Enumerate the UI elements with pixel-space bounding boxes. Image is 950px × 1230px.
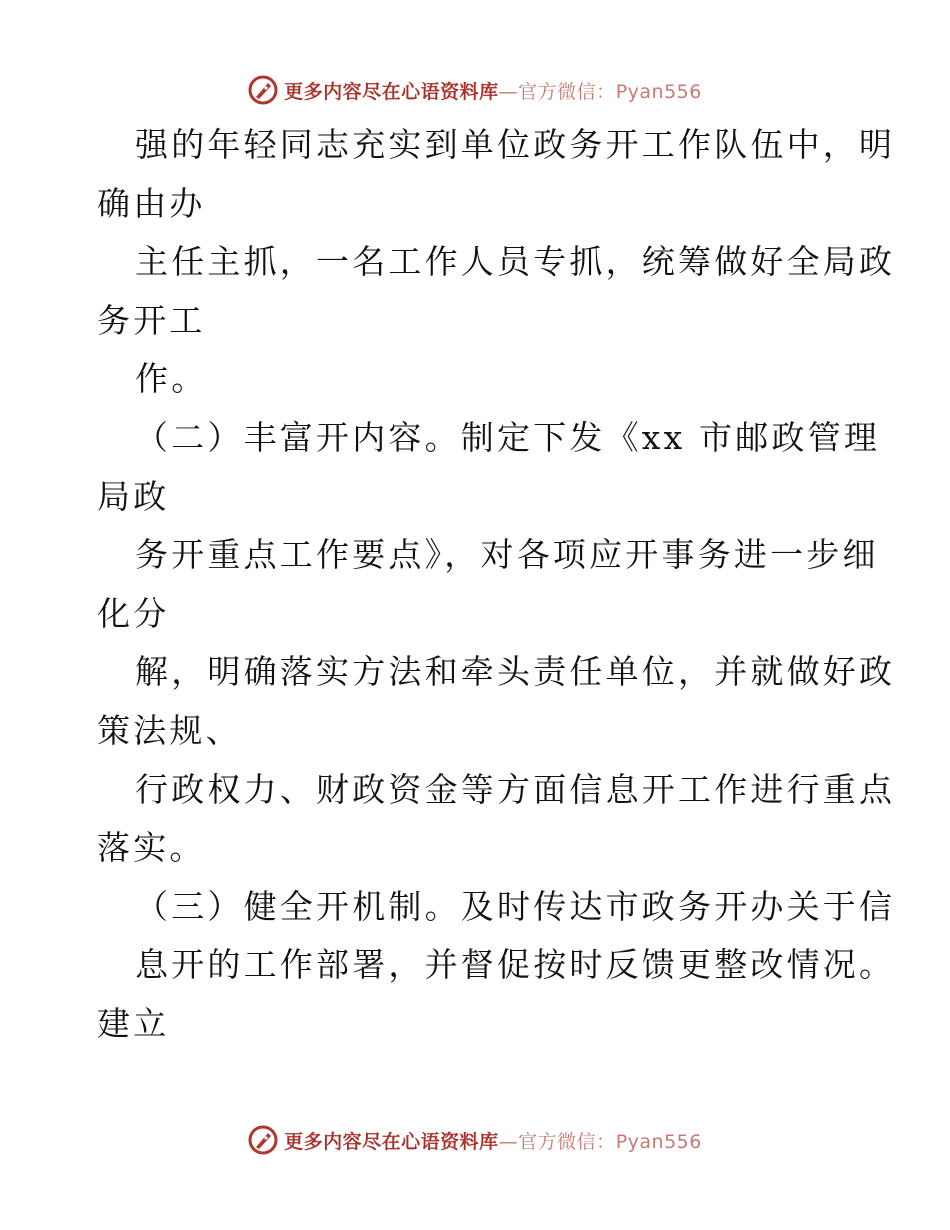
watermark-wechat-label: 官方微信： <box>518 80 616 103</box>
watermark-wechat-label: 官方微信： <box>518 1130 616 1153</box>
body-line: 解，明确落实方法和牵头责任单位，并就做好政 <box>135 652 896 692</box>
document-body <box>97 116 897 1054</box>
body-line: （二）丰富开内容。制定下发《xx 市邮政管理 <box>135 417 881 457</box>
watermark-text <box>284 77 702 104</box>
watermark-brand: 更多内容尽在心语资料库 <box>284 80 499 103</box>
body-line: 作。 <box>135 359 208 399</box>
body-line: 策法规、 <box>97 710 242 750</box>
body-line: 确由办 <box>97 183 206 223</box>
watermark-text <box>284 1127 702 1154</box>
body-line: 息开的工作部署，并督促按时反馈更整改情况。 <box>135 945 896 985</box>
pen-nib-logo-icon <box>248 1125 278 1155</box>
header-watermark <box>0 70 950 110</box>
body-line: 务开重点工作要点》，对各项应开事务进一步细 <box>135 535 879 575</box>
body-line: 主任主抓，一名工作人员专抓，统筹做好全局政 <box>135 242 896 282</box>
body-line: 建立 <box>97 1003 170 1043</box>
watermark-wechat-id: Pyan556 <box>615 80 702 103</box>
pen-nib-logo-icon <box>248 75 278 105</box>
body-line: 行政权力、财政资金等方面信息开工作进行重点 <box>135 769 896 809</box>
watermark-separator: — <box>498 1130 519 1153</box>
body-line: 强的年轻同志充实到单位政务开工作队伍中，明 <box>135 125 896 164</box>
body-line: 落实。 <box>97 828 206 868</box>
body-line: 化分 <box>97 593 170 633</box>
watermark-brand: 更多内容尽在心语资料库 <box>284 1130 499 1153</box>
body-line: （三）健全开机制。及时传达市政务开办关于信 <box>135 886 896 926</box>
body-line: 局政 <box>97 476 170 516</box>
watermark-separator: — <box>498 80 519 103</box>
body-line: 务开工 <box>97 300 206 340</box>
footer-watermark <box>0 1120 950 1160</box>
watermark-wechat-id: Pyan556 <box>615 1130 702 1153</box>
